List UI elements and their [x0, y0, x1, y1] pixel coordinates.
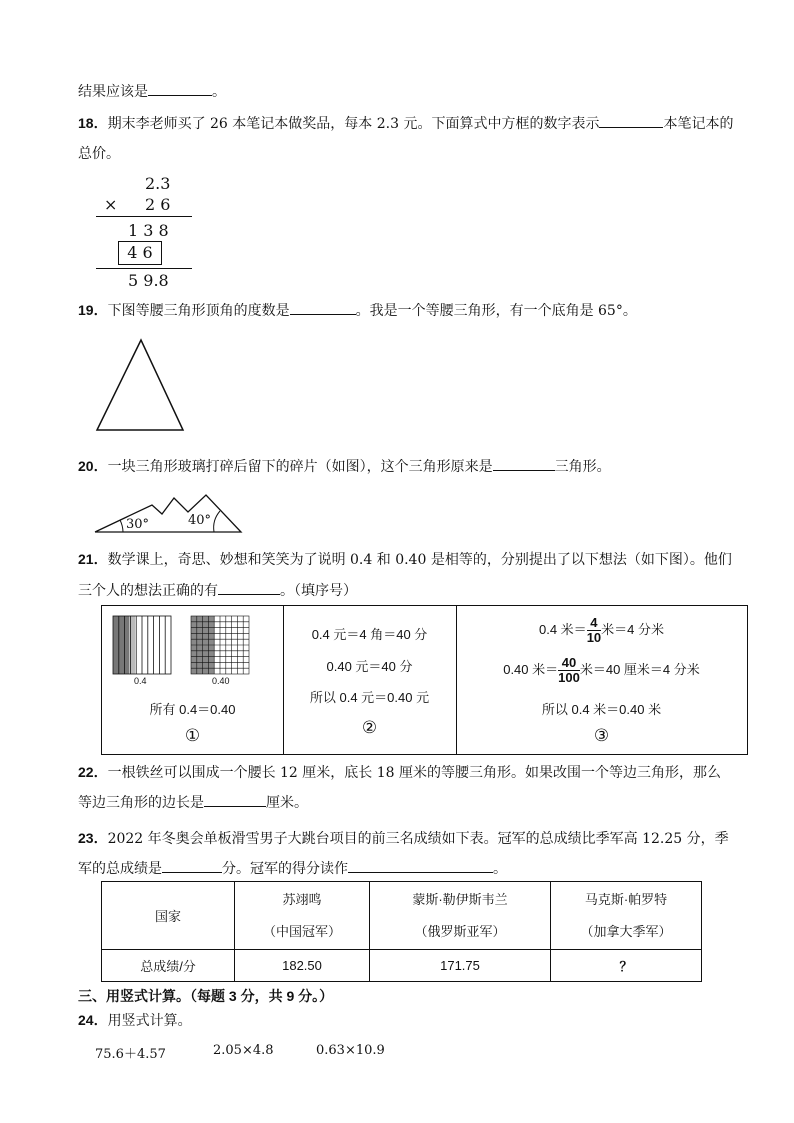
player-1-name: 苏翊鸣 — [282, 891, 322, 907]
grid-label-hundredths: 0.40 — [212, 676, 230, 686]
player-3-note: （加拿大季军） — [580, 923, 672, 939]
q22-line1 — [78, 762, 721, 783]
angle-label-right: 40° — [188, 513, 212, 528]
q24-text: 用竖式计算。 — [107, 1013, 192, 1029]
q23-score-table — [101, 881, 702, 982]
player-2-note: （俄罗斯亚军） — [414, 923, 506, 939]
q18-calc-result: 5 9.8 — [128, 271, 169, 290]
q24-line — [78, 1010, 192, 1031]
q20-text-b: 三角形。 — [554, 459, 611, 475]
idea2-line1: 0.4 元＝4 角＝40 分 — [311, 627, 428, 642]
header-player-3 — [551, 882, 702, 950]
q22-line2 — [78, 792, 308, 813]
q18-text-a: 期末李老师买了 26 本笔记本做奖品，每本 2.3 元。下面算式中方框的数字表示 — [107, 116, 600, 132]
q23-text-c: 分。冠军的得分读作 — [222, 861, 348, 877]
idea2-marker: ② — [361, 718, 378, 738]
idea2-line2: 0.40 元＝40 分 — [326, 659, 413, 674]
q19-triangle-figure — [94, 336, 188, 434]
q23-line2 — [78, 858, 507, 879]
glass-fragment-outline — [95, 495, 241, 532]
q22-text-c: 厘米。 — [266, 795, 308, 811]
idea1-text: 所有 0.4＝0.40 — [149, 702, 236, 717]
q19-answer-blank[interactable] — [290, 300, 356, 315]
q23-number: 23． — [78, 830, 108, 846]
fraction-denominator: 100 — [558, 670, 580, 686]
q20-line — [78, 456, 611, 477]
q23-text-b: 军的总成绩是 — [78, 861, 162, 877]
q18-calc-times: × — [104, 195, 118, 214]
idea3-line2 — [456, 654, 747, 686]
grid-label-tenths: 0.4 — [134, 676, 147, 686]
q20-glass-fragment-figure — [92, 492, 244, 536]
q21-ideas-box — [101, 605, 748, 755]
idea3-line3: 所以 0.4 米＝0.40 米 — [541, 702, 662, 717]
q17-tail — [78, 81, 226, 102]
q17-end: 。 — [212, 84, 226, 100]
q22-number: 22． — [78, 764, 108, 780]
q24-number: 24． — [78, 1012, 108, 1028]
fraction-numerator: 4 — [587, 616, 601, 631]
q23-text-a: 2022 年冬奥会单板滑雪男子大跳台项目的前三名成绩如下表。冠军的总成绩比季军高 12.25 分，季 — [107, 831, 729, 847]
q19-text-a: 下图等腰三角形顶角的度数是 — [107, 303, 290, 319]
q21-text-a: 数学课上，奇思、妙想和笑笑为了说明 0.4 和 0.40 是相等的，分别提出了以下想法（如下图）。他们 — [107, 552, 732, 568]
q23-text-d: 。 — [493, 861, 507, 877]
angle-arc-right — [214, 511, 220, 532]
q18-calc-row3: 1 3 8 — [128, 221, 169, 240]
q17-text: 结果应该是 — [78, 84, 148, 100]
q21-line1 — [78, 549, 732, 570]
idea3-line2-b: 米＝40 厘米＝4 分米 — [579, 662, 700, 677]
isosceles-triangle — [97, 340, 183, 430]
idea3-line1-a: 0.4 米＝ — [539, 622, 587, 637]
q21-text-c: 。（填序号） — [280, 583, 357, 599]
header-score: 总成绩/分 — [102, 950, 235, 982]
q18-calc-rule2 — [96, 268, 192, 269]
q22-text-a: 一根铁丝可以围成一个腰长 12 厘米，底长 18 厘米的等腰三角形。如果改围一个等边三角形，那么 — [107, 765, 722, 781]
idea1-marker: ① — [184, 726, 201, 746]
q18-line1 — [78, 113, 733, 134]
section-3-heading: 三、用竖式计算。（每题 3 分，共 9 分。） — [78, 988, 334, 1004]
score-player-2: 171.75 — [370, 950, 551, 982]
header-player-2 — [370, 882, 551, 950]
q18-calc-boxed: 4 6 — [118, 241, 162, 265]
q17-answer-blank[interactable] — [148, 81, 212, 96]
q21-answer-blank[interactable] — [218, 580, 280, 595]
score-player-3: ？ — [551, 950, 702, 982]
table-header-row — [102, 882, 702, 950]
q18-number: 18． — [78, 115, 108, 131]
q19-line — [78, 300, 637, 321]
q18-calc-row2: 2 6 — [145, 195, 171, 214]
grid-tenths-figure — [112, 615, 174, 677]
q21-number: 21． — [78, 551, 108, 567]
q23-answer-blank-2[interactable] — [348, 858, 493, 873]
q18-calc-row1: 2.3 — [145, 174, 171, 193]
fraction-numerator: 40 — [558, 656, 580, 671]
player-1-note: （中国冠军） — [262, 923, 341, 939]
q22-answer-blank[interactable] — [204, 792, 266, 807]
score-player-1: 182.50 — [235, 950, 370, 982]
player-3-name: 马克斯·帕罗特 — [584, 891, 668, 907]
q19-text-b: 。我是一个等腰三角形，有一个底角是 65°。 — [355, 303, 637, 319]
q18-text-c: 总价。 — [78, 146, 120, 162]
q19-number: 19． — [78, 302, 108, 318]
fraction-4-10 — [587, 616, 601, 645]
idea2-line3: 所以 0.4 元＝0.40 元 — [309, 690, 430, 705]
fraction-denominator: 10 — [586, 630, 602, 646]
q24-expression-3: 0.63×10.9 — [316, 1043, 385, 1058]
q21-line2 — [78, 580, 357, 601]
idea3-marker: ③ — [593, 726, 610, 746]
q18-calc-rule1 — [96, 216, 192, 217]
header-player-1 — [235, 882, 370, 950]
grid-hundredths-figure — [190, 615, 252, 677]
idea3-line1-b: 米＝4 分米 — [601, 622, 664, 637]
q23-answer-blank-1[interactable] — [162, 858, 222, 873]
q20-answer-blank[interactable] — [493, 456, 555, 471]
table-row — [102, 950, 702, 982]
idea3-line1 — [456, 614, 747, 646]
q18-text-b: 本笔记本的 — [663, 116, 734, 132]
q22-text-b: 等边三角形的边长是 — [78, 795, 204, 811]
q21-text-b: 三个人的想法正确的有 — [78, 583, 218, 599]
q24-expression-1: 75.6＋4.57 — [95, 1047, 166, 1062]
q23-line1 — [78, 828, 729, 849]
idea3-line2-a: 0.40 米＝ — [503, 662, 559, 677]
header-country: 国家 — [102, 882, 235, 950]
q18-answer-blank[interactable] — [599, 113, 663, 128]
player-2-name: 蒙斯·勒伊斯韦兰 — [412, 891, 508, 907]
fraction-40-100 — [558, 656, 580, 685]
angle-label-left: 30° — [126, 517, 150, 532]
q20-number: 20． — [78, 458, 108, 474]
q20-text-a: 一块三角形玻璃打碎后留下的碎片（如图），这个三角形原来是 — [107, 459, 493, 475]
q24-expression-2: 2.05×4.8 — [213, 1043, 274, 1058]
angle-arc-left — [120, 520, 123, 532]
